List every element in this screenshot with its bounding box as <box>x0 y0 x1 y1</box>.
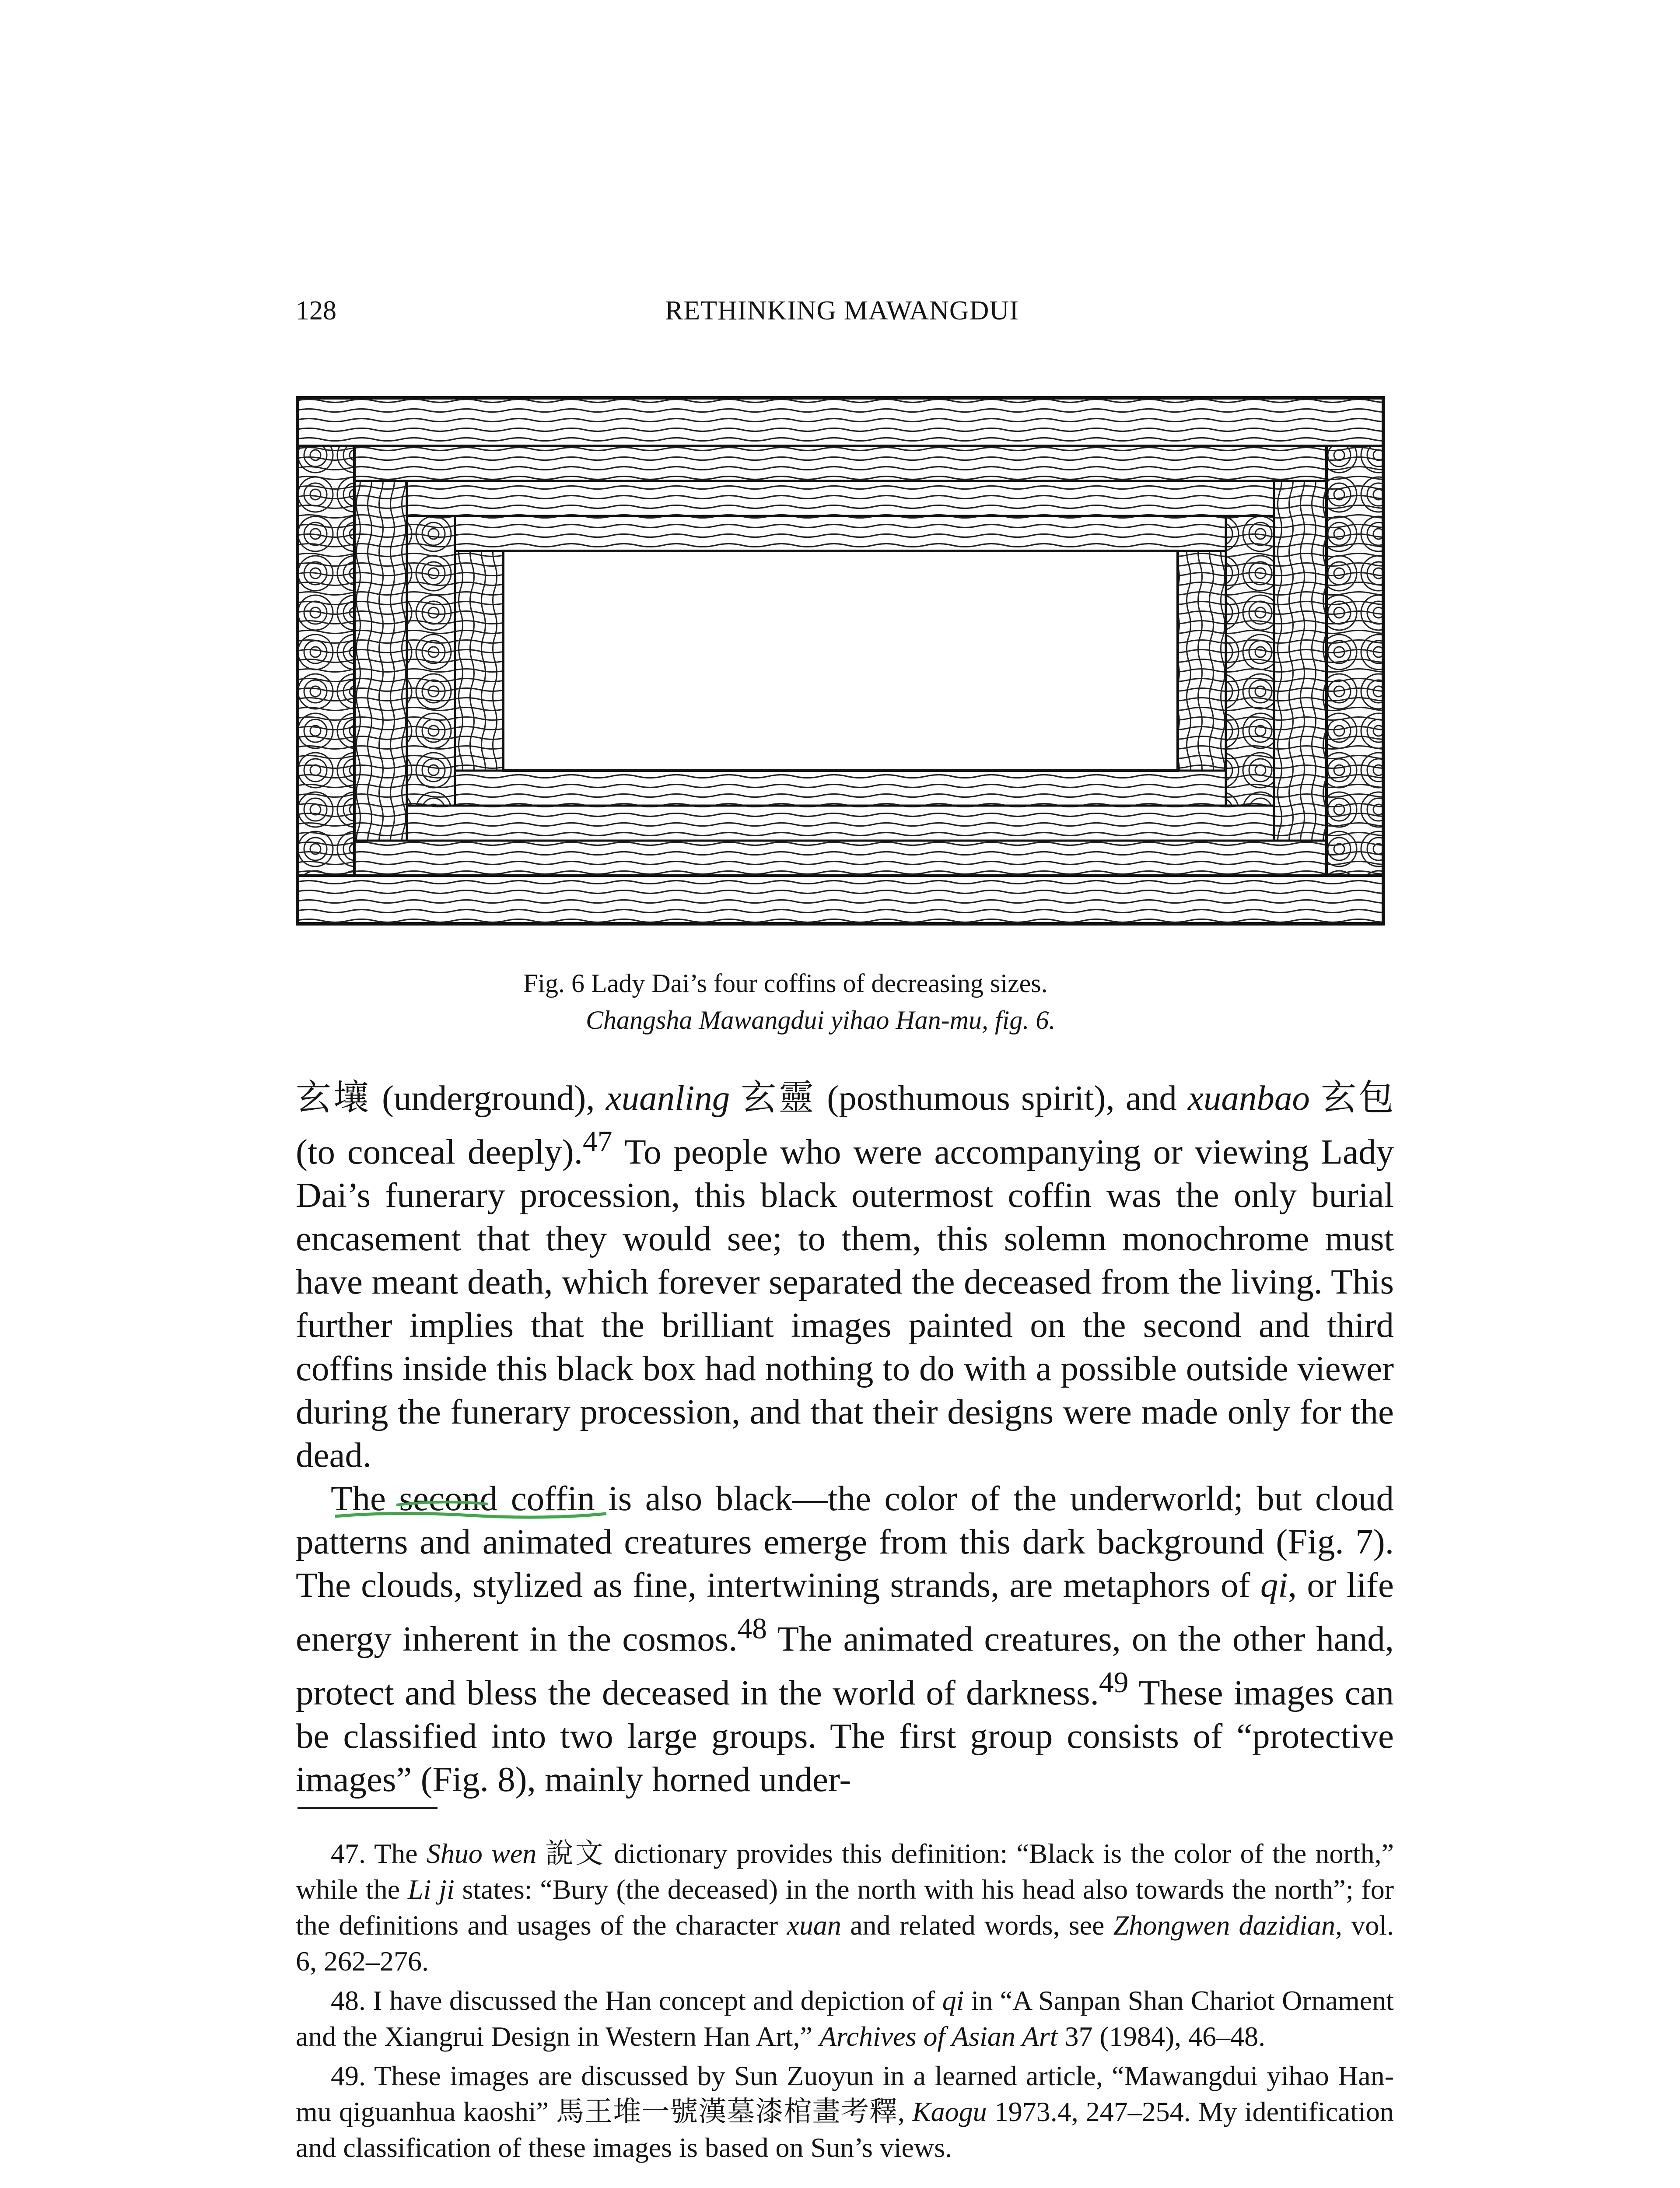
coffin-illustration <box>296 396 1385 926</box>
text-run: These images can be classified into two large groups. The first group consists of “protective images” (Fig. 8), mainly horned under- <box>296 1673 1394 1799</box>
pen-highlight <box>331 1479 595 1518</box>
text-run: 說文 dictionary provides this definition: “Black is the color of the north,” while the <box>296 1838 1394 1905</box>
title-italic: Shuo wen <box>426 1838 537 1869</box>
title-italic: Kaogu <box>912 2096 987 2127</box>
paragraph-2 <box>296 1477 1394 1801</box>
footnote-divider <box>298 1807 438 1809</box>
text-run: The animated creatures, on the other hand, protect and bless the deceased in the world of darkness. <box>296 1619 1394 1712</box>
text-run: 玄壤 (underground), <box>296 1078 606 1118</box>
title-italic: Zhongwen dazidian <box>1113 1910 1336 1941</box>
title-italic: Archives of Asian Art <box>819 2021 1058 2052</box>
text-run: 48. I have discussed the Han concept and depiction of <box>331 1985 942 2016</box>
footnote-ref-47[interactable]: 47 <box>582 1125 612 1158</box>
running-title: RETHINKING MAWANGDUI <box>665 296 1019 326</box>
text-run: To people who were accompanying or viewing Lady Dai’s funerary procession, this black outermost coffin was the only burial encasement that they would see; to them, this solemn monochrome must have meant death, which forever separated the deceased from the living. This further implies that the brilliant images painted on the second and third coffins inside this black box had nothing to do with a possible outside viewer during the funerary procession, and that their designs were made only for the dead. <box>296 1132 1394 1475</box>
title-italic: Li ji <box>407 1874 455 1905</box>
footnotes <box>296 1836 1394 2169</box>
paragraph-1 <box>296 1076 1394 1477</box>
title-italic: qi <box>942 1985 964 2016</box>
footnote-49 <box>296 2058 1394 2166</box>
text-run: 玄靈 (posthumous spirit), and <box>730 1078 1188 1118</box>
footnote-47 <box>296 1836 1394 1979</box>
pen-underline-stroke <box>331 1479 611 1527</box>
body-text <box>296 1076 1394 1801</box>
text-run: 1973.4, 247–254. My identification and classification of these images is based on Sun’s views. <box>296 2096 1394 2163</box>
text-run: 37 (1984), 46–48. <box>1057 2021 1266 2052</box>
text-run: states: “Bury (the deceased) in the north with his head also towards the north”; for the definitions and usages of the character <box>296 1874 1394 1941</box>
text-run: 47. The <box>331 1838 427 1869</box>
footnote-ref-48[interactable]: 48 <box>737 1612 767 1645</box>
footnote-48 <box>296 1983 1394 2055</box>
page-number: 128 <box>296 296 336 326</box>
title-italic: xuan <box>787 1910 841 1941</box>
romanized-term: xuanling <box>606 1078 730 1118</box>
running-head <box>0 295 1680 330</box>
romanized-term: qi <box>1260 1565 1288 1605</box>
caption-line-1: Fig. 6 Lady Dai’s four coffins of decreasing sizes. <box>523 969 1048 998</box>
figure-caption <box>523 965 1223 1038</box>
text-run: and related words, see <box>841 1910 1113 1941</box>
text-run: 49. These images are discussed by Sun Zuoyun in a learned article, “Mawangdui yihao Han-mu qiguanhua kaoshi” 馬王堆一號漢墓漆棺畫考釋, <box>296 2060 1394 2127</box>
highlighted-phrase: The second coffin <box>331 1479 595 1518</box>
text-run: , vol. 6, 262–276. <box>296 1910 1394 1977</box>
footnote-ref-49[interactable]: 49 <box>1099 1666 1129 1699</box>
text-run: , or life energy inherent in the cosmos. <box>296 1565 1394 1659</box>
text-run: 玄包 (to conceal deeply). <box>296 1078 1394 1171</box>
text-run: in “A Sanpan Shan Chariot Ornament and the Xiangrui Design in Western Han Art,” <box>296 1985 1394 2052</box>
text-run: is also black—the color of the underworld; but cloud patterns and animated creatures emerge from this dark background (Fig. 7). The clouds, stylized as fine, intertwining strands, are metaphors of <box>296 1479 1394 1605</box>
caption-line-2: Changsha Mawangdui yihao Han-mu, fig. 6. <box>586 1006 1056 1034</box>
romanized-term: xuanbao <box>1187 1078 1310 1118</box>
